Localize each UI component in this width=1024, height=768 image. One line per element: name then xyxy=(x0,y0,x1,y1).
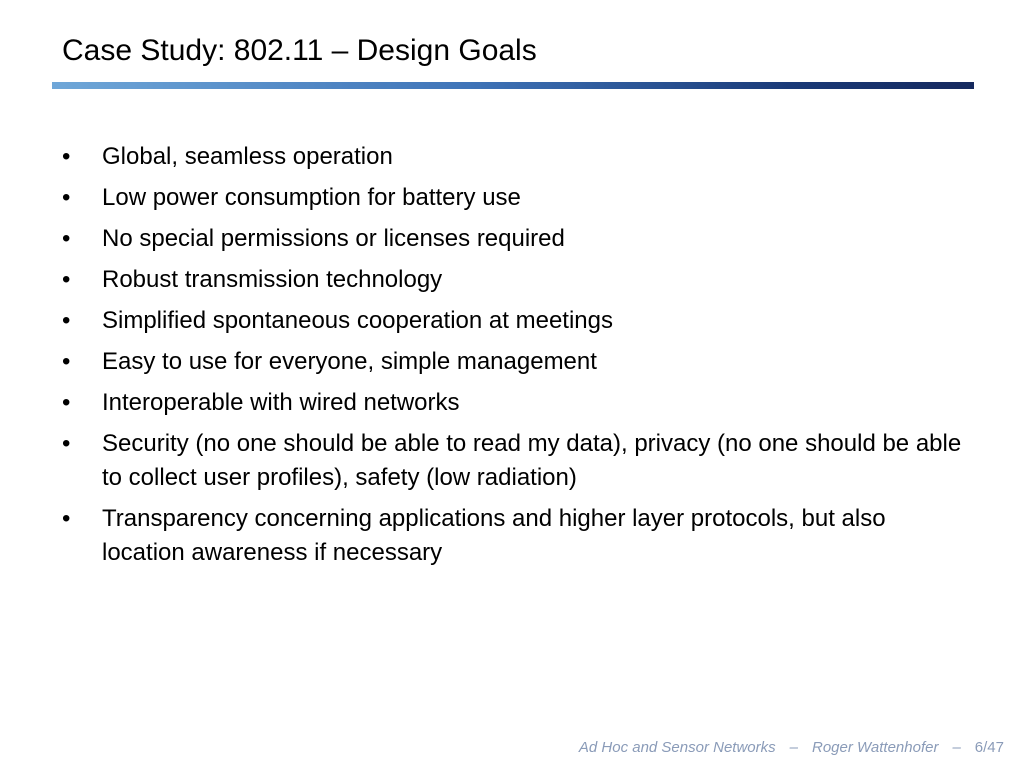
bullet-text: Security (no one should be able to read my data), privacy (no one should be able to collect user profiles), safety (low radiation) xyxy=(102,430,962,491)
list-item xyxy=(62,502,962,570)
bullet-icon: • xyxy=(62,225,71,252)
list-item xyxy=(62,345,962,379)
bullet-text: Transparency concerning applications and higher layer protocols, but also location awareness if necessary xyxy=(102,505,886,566)
bullet-icon: • xyxy=(62,389,71,416)
footer-course: Ad Hoc and Sensor Networks xyxy=(578,739,776,756)
bullet-text: Global, seamless operation xyxy=(102,143,393,170)
bullet-list xyxy=(62,140,962,577)
slide-footer xyxy=(579,738,1004,758)
bullet-icon: • xyxy=(62,505,71,532)
list-item xyxy=(62,427,962,495)
list-item xyxy=(62,181,962,215)
title-underline xyxy=(52,82,974,89)
bullet-icon: • xyxy=(62,184,71,211)
bullet-text: Robust transmission technology xyxy=(102,266,443,293)
page-number: 6/47 xyxy=(974,739,1004,756)
list-item xyxy=(62,304,962,338)
bullet-icon: • xyxy=(62,307,71,334)
footer-author: Roger Wattenhofer xyxy=(811,739,939,756)
bullet-text: Interoperable with wired networks xyxy=(102,389,460,416)
bullet-text: Easy to use for everyone, simple management xyxy=(102,348,597,375)
bullet-text: No special permissions or licenses required xyxy=(102,225,565,252)
bullet-icon: • xyxy=(62,143,71,170)
list-item xyxy=(62,140,962,174)
bullet-icon: • xyxy=(62,430,71,457)
bullet-icon: • xyxy=(62,266,71,293)
list-item xyxy=(62,222,962,256)
footer-separator: – xyxy=(952,739,961,756)
footer-separator: – xyxy=(789,739,798,756)
slide-title: Case Study: 802.11 – Design Goals xyxy=(62,34,537,67)
bullet-text: Simplified spontaneous cooperation at meetings xyxy=(102,307,613,334)
list-item xyxy=(62,386,962,420)
list-item xyxy=(62,263,962,297)
bullet-text: Low power consumption for battery use xyxy=(102,184,521,211)
bullet-icon: • xyxy=(62,348,71,375)
